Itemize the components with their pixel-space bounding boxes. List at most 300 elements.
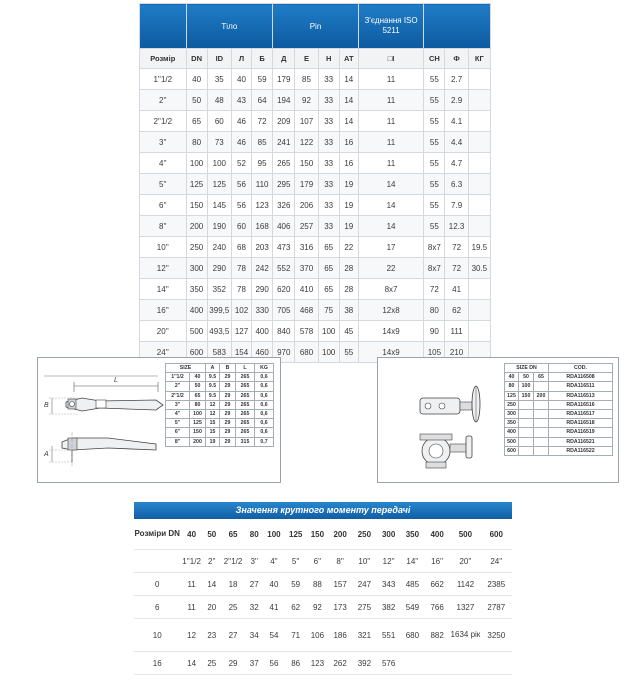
table-row	[166, 382, 274, 391]
column-header: □I	[358, 49, 424, 69]
table-cell: 20''	[140, 321, 187, 342]
table-cell: 343	[377, 573, 401, 596]
table-cell: 350	[186, 279, 207, 300]
table-cell: RDA116511	[549, 382, 613, 391]
column-header-row	[140, 49, 491, 69]
table-row	[166, 419, 274, 428]
table-cell: 400	[505, 428, 519, 437]
table-cell: 250	[505, 400, 519, 409]
table-cell	[519, 428, 534, 437]
table-cell: 1''1/2	[140, 69, 187, 90]
table-cell: 19	[339, 195, 358, 216]
column-header: DN	[186, 49, 207, 69]
table-cell: 19	[339, 216, 358, 237]
table-cell: 55	[339, 342, 358, 363]
table-cell: 265	[236, 400, 255, 409]
table-cell	[519, 409, 534, 418]
table-row	[134, 619, 512, 652]
table-cell: 8x7	[424, 237, 445, 258]
table-cell	[468, 300, 490, 321]
table-row	[140, 174, 491, 195]
table-row	[166, 409, 274, 418]
table-cell: 1142	[450, 573, 480, 596]
table-cell: 55	[424, 69, 445, 90]
table-cell: 300	[505, 409, 519, 418]
table-cell: 840	[273, 321, 295, 342]
table-cell: 6''	[166, 428, 190, 437]
table-cell: 29	[220, 428, 236, 437]
table-cell	[468, 195, 490, 216]
table-cell: 11	[358, 132, 424, 153]
table-cell: 352	[207, 279, 231, 300]
inch-cell: 5''	[285, 550, 307, 573]
table-cell: 18	[221, 573, 245, 596]
table-cell: 11	[358, 153, 424, 174]
inch-cell: 10''	[352, 550, 376, 573]
table-cell: 2.9	[445, 90, 468, 111]
inch-cell: 20''	[450, 550, 480, 573]
table-cell: 241	[273, 132, 295, 153]
table-row	[505, 382, 613, 391]
table-cell: 12.3	[445, 216, 468, 237]
table-cell: 46	[231, 132, 251, 153]
table-cell: 399,5	[207, 300, 231, 321]
table-cell: 14	[180, 652, 202, 675]
table-cell	[468, 153, 490, 174]
table-cell: 247	[352, 573, 376, 596]
table-row	[134, 652, 512, 675]
table-cell: 186	[328, 619, 352, 652]
table-cell: 11	[358, 111, 424, 132]
table-cell: 583	[207, 342, 231, 363]
table-cell: 350	[505, 419, 519, 428]
table-cell: 3''	[166, 400, 190, 409]
row-label: 6	[134, 596, 180, 619]
table-cell: 12x8	[358, 300, 424, 321]
table-cell: 6.3	[445, 174, 468, 195]
table-cell: 33	[318, 111, 339, 132]
table-row	[505, 409, 613, 418]
table-row	[505, 437, 613, 446]
table-cell: 55	[424, 111, 445, 132]
table-cell: 290	[252, 279, 273, 300]
table-cell: 460	[252, 342, 273, 363]
table-cell: 321	[352, 619, 376, 652]
table-cell: 2''	[140, 90, 187, 111]
table-cell: 123	[252, 195, 273, 216]
table-cell: 8x7	[424, 258, 445, 279]
table-cell: 14	[358, 174, 424, 195]
table-cell: 2.7	[445, 69, 468, 90]
inch-cell: 2''	[203, 550, 221, 573]
table-cell: 80	[505, 382, 519, 391]
table-cell: 154	[231, 342, 251, 363]
table-cell: 50	[186, 90, 207, 111]
table-cell: 0,6	[255, 400, 274, 409]
table-cell: 12''	[140, 258, 187, 279]
table-cell: 27	[245, 573, 263, 596]
table-cell: 56	[231, 174, 251, 195]
table-cell: 150	[295, 153, 318, 174]
table-cell: 40	[263, 573, 284, 596]
table-cell: 5''	[166, 419, 190, 428]
table-cell: 71	[285, 619, 307, 652]
group-connection: З'єднання ISO 5211	[358, 4, 424, 49]
table-cell: 59	[252, 69, 273, 90]
table-cell: 46	[231, 111, 251, 132]
dn-header: 300	[381, 529, 396, 539]
inch-cell: 24''	[481, 550, 512, 573]
table-cell: 33	[318, 90, 339, 111]
table-cell: 493,5	[207, 321, 231, 342]
table-cell: 55	[424, 132, 445, 153]
table-cell: 29	[220, 419, 236, 428]
table-cell: 262	[328, 652, 352, 675]
table-cell: 33	[318, 195, 339, 216]
table-row	[505, 446, 613, 455]
table-cell: 62	[285, 596, 307, 619]
table-cell: 7.9	[445, 195, 468, 216]
table-cell: 680	[401, 619, 424, 652]
table-cell: 27	[221, 619, 245, 652]
table-cell: 68	[231, 237, 251, 258]
table-cell: 12	[206, 409, 220, 418]
table-cell: 265	[236, 391, 255, 400]
table-cell: 1''1/2	[166, 373, 190, 382]
group-pin: Рin	[273, 4, 359, 49]
dn-header: 400	[430, 529, 444, 539]
table-cell: 100	[318, 342, 339, 363]
table-cell: 0,6	[255, 419, 274, 428]
table-cell: 600	[186, 342, 207, 363]
table-cell: 59	[285, 573, 307, 596]
table-cell: 11	[180, 573, 202, 596]
table-cell: 14	[339, 69, 358, 90]
table-cell: 45	[339, 321, 358, 342]
table-cell: 54	[263, 619, 284, 652]
table-row	[134, 573, 512, 596]
table-cell: RDA116517	[549, 409, 613, 418]
table-cell: 19	[206, 437, 220, 446]
header-blank	[140, 4, 187, 49]
table-cell: 85	[252, 132, 273, 153]
table-cell	[519, 437, 534, 446]
table-cell: 145	[207, 195, 231, 216]
table-cell: 40	[231, 69, 251, 90]
table-cell: 14	[358, 216, 424, 237]
table-cell: 209	[273, 111, 295, 132]
table-cell: 14x9	[358, 342, 424, 363]
table-cell: 4''	[166, 409, 190, 418]
torque-table	[134, 519, 512, 675]
table-cell: 123	[307, 652, 328, 675]
handle-diagram-box	[37, 357, 281, 483]
table-cell: 100	[186, 153, 207, 174]
table-cell: 72	[445, 258, 468, 279]
table-cell: 125	[505, 391, 519, 400]
table-cell: 1327	[450, 596, 480, 619]
table-cell: 80	[424, 300, 445, 321]
dimensions-table-body	[140, 69, 491, 363]
table-cell	[519, 419, 534, 428]
table-cell: 65	[318, 258, 339, 279]
table-cell: 29	[220, 382, 236, 391]
table-cell: 468	[295, 300, 318, 321]
table-cell: 0,6	[255, 382, 274, 391]
table-cell: 200	[186, 216, 207, 237]
table-row	[140, 195, 491, 216]
table-row	[140, 216, 491, 237]
column-header: СН	[424, 49, 445, 69]
table-cell: 90	[424, 321, 445, 342]
table-cell	[468, 132, 490, 153]
table-cell: 35	[207, 69, 231, 90]
table-cell: 2''1/2	[166, 391, 190, 400]
table-cell: 17	[358, 237, 424, 258]
torque-table-section	[134, 502, 512, 675]
column-header: Л	[231, 49, 251, 69]
table-cell: 24''	[140, 342, 187, 363]
table-row	[505, 419, 613, 428]
table-cell: 473	[273, 237, 295, 258]
table-cell: 12	[206, 400, 220, 409]
table-cell: RDA116516	[549, 400, 613, 409]
table-cell: 0,6	[255, 391, 274, 400]
table-cell: 8''	[140, 216, 187, 237]
size-header: SIZE	[166, 364, 206, 373]
table-cell: 14	[203, 573, 221, 596]
table-cell: 2''	[166, 382, 190, 391]
table-cell: 275	[352, 596, 376, 619]
table-cell: 100	[318, 321, 339, 342]
table-cell: 33	[318, 132, 339, 153]
column-header: Д	[273, 49, 295, 69]
table-cell: 78	[231, 279, 251, 300]
table-cell	[519, 446, 534, 455]
table-cell: 382	[377, 596, 401, 619]
table-cell: 65	[534, 373, 549, 382]
table-cell: 85	[295, 69, 318, 90]
table-cell: 43	[231, 90, 251, 111]
table-cell: 157	[328, 573, 352, 596]
table-row	[166, 428, 274, 437]
table-cell: 16	[339, 153, 358, 174]
table-cell: 65	[190, 391, 206, 400]
table-cell: 392	[352, 652, 376, 675]
inch-cell: 2''1/2	[221, 550, 245, 573]
table-cell	[534, 428, 549, 437]
table-cell: 28	[339, 279, 358, 300]
table-cell: 150	[519, 391, 534, 400]
table-cell: 125	[190, 419, 206, 428]
table-cell: 14	[339, 111, 358, 132]
table-cell: 50	[190, 382, 206, 391]
column-header: Розмір	[140, 49, 187, 69]
dn-header: 80	[249, 529, 259, 539]
table-cell: 680	[295, 342, 318, 363]
table-cell	[468, 279, 490, 300]
row-label: 16	[134, 652, 180, 675]
table-cell: 29	[220, 409, 236, 418]
table-cell: 41	[445, 279, 468, 300]
dn-header: 40	[187, 529, 197, 539]
table-row	[505, 400, 613, 409]
table-cell: 29	[220, 373, 236, 382]
table-cell: 179	[295, 174, 318, 195]
column-header: ID	[207, 49, 231, 69]
table-cell: 33	[318, 216, 339, 237]
table-cell: 600	[505, 446, 519, 455]
table-cell: 4.4	[445, 132, 468, 153]
table-cell	[468, 69, 490, 90]
dn-header: 600	[489, 529, 503, 539]
table-cell: 9.5	[206, 382, 220, 391]
table-cell	[534, 409, 549, 418]
table-cell: 265	[236, 382, 255, 391]
table-cell: 406	[273, 216, 295, 237]
table-cell: 500	[186, 321, 207, 342]
table-cell: 41	[263, 596, 284, 619]
table-row	[166, 400, 274, 409]
table-cell: 766	[424, 596, 450, 619]
table-cell: 75	[318, 300, 339, 321]
dn-header: 350	[405, 529, 420, 539]
table-cell: 250	[186, 237, 207, 258]
table-cell	[481, 652, 512, 675]
table-cell: 107	[295, 111, 318, 132]
table-cell: 265	[236, 428, 255, 437]
table-cell: 125	[186, 174, 207, 195]
inch-cell: 16''	[424, 550, 450, 573]
table-cell: 620	[273, 279, 295, 300]
inch-cell: 14''	[401, 550, 424, 573]
table-cell	[534, 400, 549, 409]
table-cell: 295	[273, 174, 295, 195]
table-cell: 15	[206, 419, 220, 428]
table-row	[140, 321, 491, 342]
table-cell: RDA116518	[549, 419, 613, 428]
table-cell: 500	[505, 437, 519, 446]
table-cell: 14x9	[358, 321, 424, 342]
table-cell: 100	[190, 409, 206, 418]
table-cell: 179	[273, 69, 295, 90]
table-cell	[468, 321, 490, 342]
table-cell: 50	[519, 373, 534, 382]
table-row	[140, 300, 491, 321]
table-cell: 200	[190, 437, 206, 446]
table-cell: RDA116519	[549, 428, 613, 437]
dn-header: 100	[267, 529, 281, 539]
cod-header: COD.	[549, 364, 613, 373]
table-cell: 80	[190, 400, 206, 409]
table-cell: 33	[318, 153, 339, 174]
table-cell: 40	[186, 69, 207, 90]
table-cell: 48	[207, 90, 231, 111]
table-cell: 19	[339, 174, 358, 195]
table-cell	[468, 90, 490, 111]
table-cell: 200	[534, 391, 549, 400]
table-cell: 32	[245, 596, 263, 619]
table-cell	[401, 652, 424, 675]
table-cell: 578	[295, 321, 318, 342]
column-header: Е	[295, 49, 318, 69]
table-cell: 0,6	[255, 373, 274, 382]
table-row	[505, 373, 613, 382]
table-cell: 29	[221, 652, 245, 675]
table-row	[505, 391, 613, 400]
table-cell: 2''1/2	[140, 111, 187, 132]
table-cell: 150	[186, 195, 207, 216]
table-cell: 705	[273, 300, 295, 321]
table-cell: 95	[252, 153, 273, 174]
dn-header: 150	[310, 529, 325, 539]
table-cell: 55	[424, 174, 445, 195]
table-cell: RDA116521	[549, 437, 613, 446]
inch-cell: 4''	[263, 550, 284, 573]
table-row	[166, 391, 274, 400]
table-cell: 20	[203, 596, 221, 619]
table-cell: 10''	[140, 237, 187, 258]
table-row	[140, 279, 491, 300]
table-cell: 11	[180, 596, 202, 619]
table-cell: 100	[519, 382, 534, 391]
table-cell: 882	[424, 619, 450, 652]
table-cell: 25	[203, 652, 221, 675]
table-row	[166, 373, 274, 382]
row-header: Розміри DN	[134, 529, 180, 538]
inch-cell: 8''	[328, 550, 352, 573]
handle-size-table	[165, 363, 274, 447]
column-header: АТ	[339, 49, 358, 69]
table-cell	[534, 382, 549, 391]
table-row	[140, 111, 491, 132]
table-cell: 203	[252, 237, 273, 258]
table-cell: 122	[295, 132, 318, 153]
table-cell: 92	[307, 596, 328, 619]
kg-header: KG	[255, 364, 274, 373]
table-row	[505, 428, 613, 437]
table-cell: 970	[273, 342, 295, 363]
column-header: Б	[252, 49, 273, 69]
table-cell: 485	[401, 573, 424, 596]
table-cell: 16''	[140, 300, 187, 321]
table-cell: 65	[318, 279, 339, 300]
table-cell: 15	[206, 428, 220, 437]
table-cell: 38	[339, 300, 358, 321]
table-cell: 8''	[166, 437, 190, 446]
table-cell: 55	[424, 195, 445, 216]
table-cell	[468, 216, 490, 237]
table-cell: 86	[285, 652, 307, 675]
table-cell: 29	[220, 437, 236, 446]
dn-header: 500	[458, 529, 473, 539]
table-cell: 56	[263, 652, 284, 675]
dn-header: 50	[207, 529, 217, 539]
table-cell	[468, 174, 490, 195]
table-cell: 64	[252, 90, 273, 111]
table-cell	[424, 652, 450, 675]
table-cell: 65	[186, 111, 207, 132]
table-cell: 72	[445, 237, 468, 258]
table-cell: 265	[236, 373, 255, 382]
table-cell: 102	[231, 300, 251, 321]
table-cell: 62	[445, 300, 468, 321]
label-a: A	[44, 451, 49, 458]
l-header: L	[236, 364, 255, 373]
dimensions-table	[139, 3, 491, 363]
table-cell: RDA116513	[549, 391, 613, 400]
table-cell: 326	[273, 195, 295, 216]
